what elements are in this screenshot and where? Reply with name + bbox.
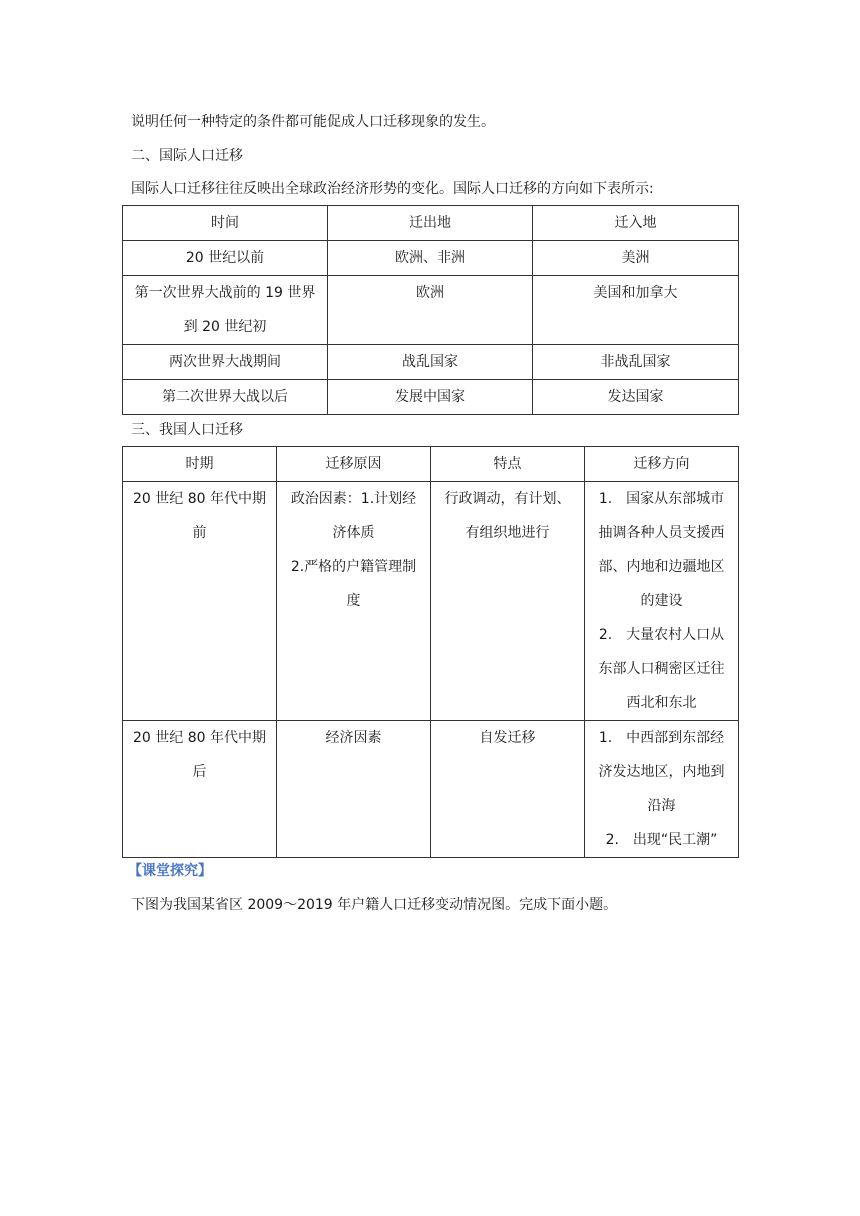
table-cell: 20 世纪以前 — [123, 241, 328, 276]
table-cell: 经济因素 — [277, 721, 431, 858]
cell-line: 的建设 — [640, 593, 683, 609]
cell-line: 2. 大量农村人口从 — [598, 627, 725, 643]
table-cell: 第二次世界大战以后 — [123, 380, 328, 415]
table-cell: 发达国家 — [533, 380, 739, 415]
table-header-cell: 迁移原因 — [277, 447, 431, 482]
table-cell — [585, 721, 739, 858]
cell-line: 行政调动，有计划、 — [444, 491, 571, 507]
table-cell: 战乱国家 — [328, 345, 533, 380]
table-cell: 非战乱国家 — [533, 345, 739, 380]
table-row — [123, 345, 739, 380]
cell-line: 东部人口稠密区迁往 — [598, 661, 725, 677]
cell-line: 西北和东北 — [626, 695, 697, 711]
cell-line: 20 世纪 80 年代中期 — [133, 491, 266, 507]
table-cell — [277, 482, 431, 721]
table-header-row — [123, 206, 739, 241]
section2-heading: 二、国际人口迁移 — [131, 148, 243, 164]
cell-line: 20 世纪 80 年代中期 — [133, 730, 266, 746]
table-cell: 美洲 — [533, 241, 739, 276]
cell-line: 济体质 — [332, 525, 375, 541]
table-header-cell: 时期 — [123, 447, 277, 482]
cell-line: 第一次世界大战前的 19 世界 — [134, 285, 316, 301]
cell-line: 2.严格的户籍管理制 — [290, 559, 417, 575]
table-row — [123, 721, 739, 858]
cell-line: 1. 中西部到东部经 — [598, 730, 725, 746]
international-migration-table — [122, 205, 739, 415]
section3-heading: 三、我国人口迁移 — [131, 422, 243, 438]
section2-paragraph: 国际人口迁移往往反映出全球政治经济形势的变化。国际人口迁移的方向如下表所示: — [131, 181, 654, 197]
table-row — [123, 482, 739, 721]
table-cell — [123, 276, 328, 345]
table-cell — [123, 721, 277, 858]
cell-line: 后 — [192, 764, 207, 780]
cell-line: 2. 出现“民工潮” — [605, 832, 718, 848]
table-cell: 欧洲 — [328, 276, 533, 345]
cell-line: 部、内地和边疆地区 — [598, 559, 725, 575]
table-row — [123, 380, 739, 415]
table-cell — [431, 482, 585, 721]
cell-line: 济发达地区，内地到 — [598, 764, 725, 780]
explore-label: 【课堂探究】 — [128, 863, 212, 879]
table-cell: 自发迁移 — [431, 721, 585, 858]
cell-line: 沿海 — [647, 798, 676, 814]
table-header-cell: 迁入地 — [533, 206, 739, 241]
table-cell — [585, 482, 739, 721]
cell-line: 前 — [192, 525, 207, 541]
table-header-row — [123, 447, 739, 482]
table-row — [123, 241, 739, 276]
table-cell: 美国和加拿大 — [533, 276, 739, 345]
table-row — [123, 276, 739, 345]
cell-line: 1. 国家从东部城市 — [598, 491, 725, 507]
intro-paragraph: 说明任何一种特定的条件都可能促成人口迁移现象的发生。 — [131, 114, 495, 130]
cell-line: 度 — [346, 593, 361, 609]
cell-line: 抽调各种人员支援西 — [598, 525, 725, 541]
table-header-cell: 迁出地 — [328, 206, 533, 241]
explore-paragraph: 下图为我国某省区 2009～2019 年户籍人口迁移变动情况图。完成下面小题。 — [131, 897, 618, 913]
china-migration-table — [122, 446, 739, 858]
table-header-cell: 特点 — [431, 447, 585, 482]
cell-line: 有组织地进行 — [465, 525, 550, 541]
table-cell: 发展中国家 — [328, 380, 533, 415]
cell-line: 政治因素：1.计划经 — [290, 491, 417, 507]
table-header-cell: 迁移方向 — [585, 447, 739, 482]
cell-line: 到 20 世纪初 — [183, 319, 267, 335]
table-cell: 两次世界大战期间 — [123, 345, 328, 380]
table-cell — [123, 482, 277, 721]
table-cell: 欧洲、非洲 — [328, 241, 533, 276]
table-header-cell: 时间 — [123, 206, 328, 241]
